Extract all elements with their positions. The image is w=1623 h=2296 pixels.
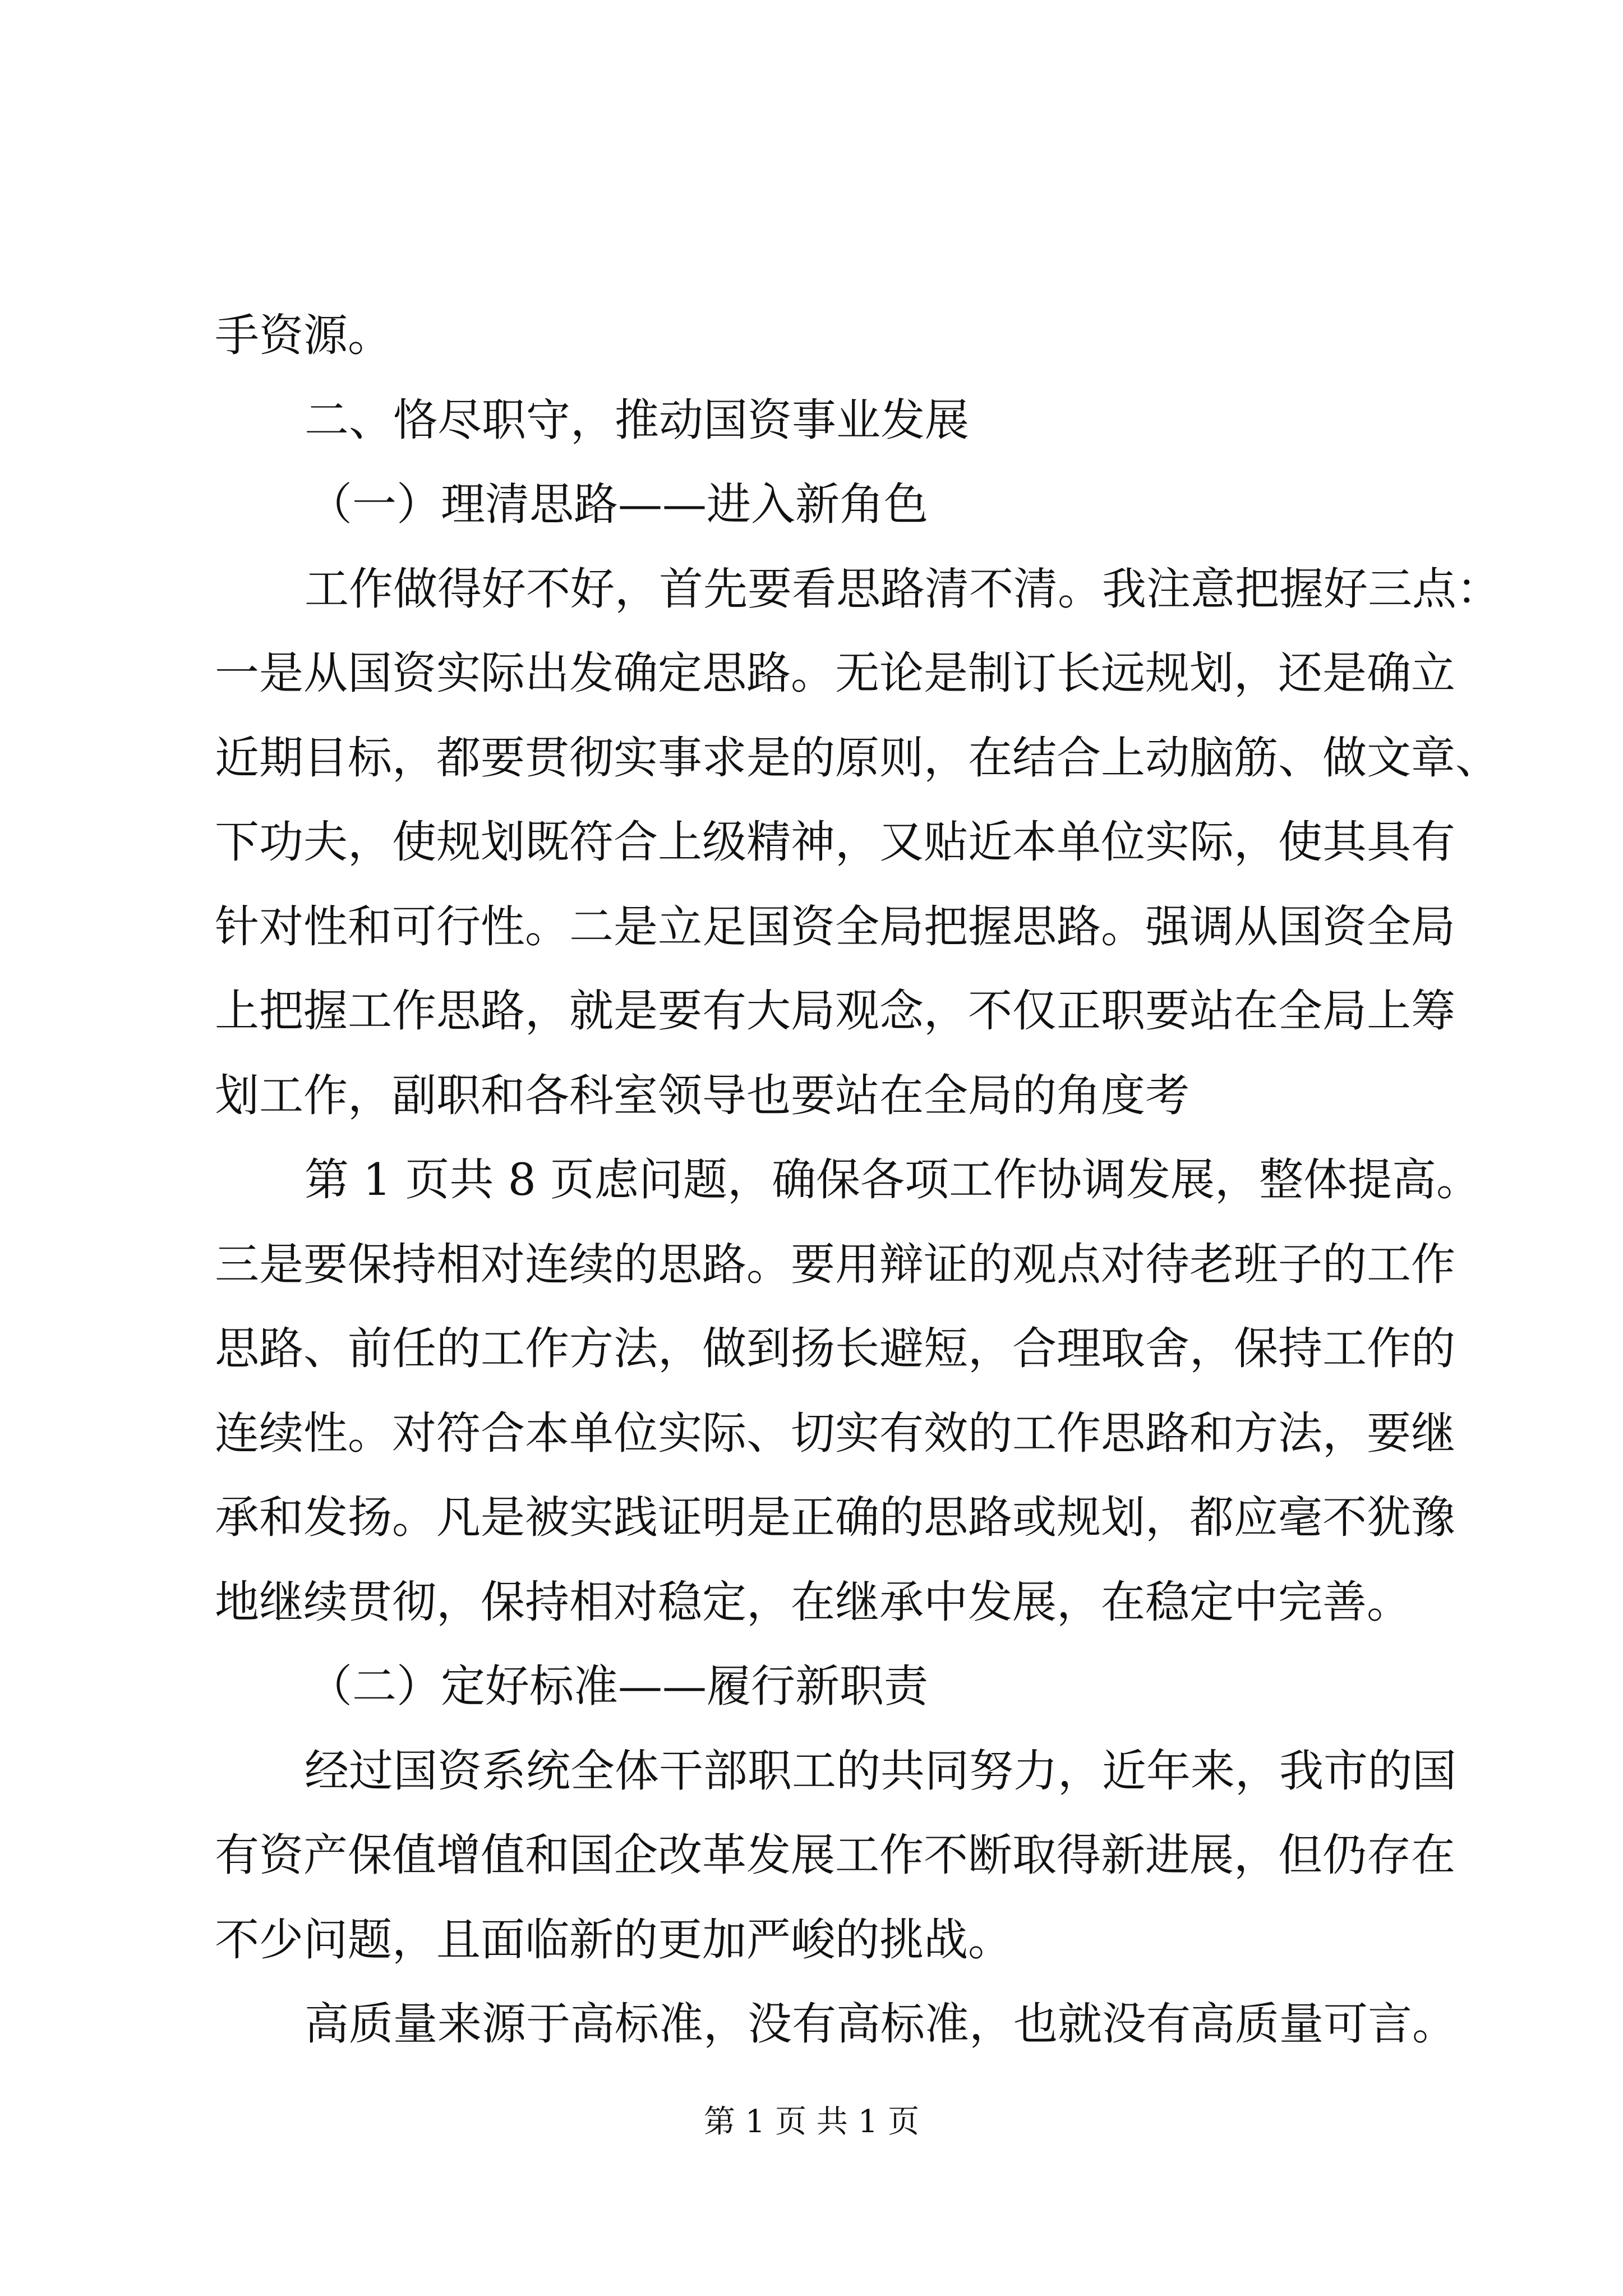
text-line: 手资源。 (215, 310, 392, 361)
paragraph-line: 上把握工作思路，就是要有大局观念，不仅正职要站在全局上筹 (215, 985, 1455, 1037)
paragraph-line: 针对性和可行性。二是立足国资全局把握思路。强调从国资全局 (215, 901, 1455, 953)
paragraph-line: 三是要保持相对连续的思路。要用辩证的观点对待老班子的工作 (215, 1239, 1455, 1290)
page-footer: 第 1 页 共 1 页 (703, 2104, 920, 2140)
section-heading: 二、恪尽职守，推动国资事业发展 (305, 394, 969, 446)
paragraph-line: 地继续贯彻，保持相对稳定，在继承中发展，在稳定中完善。 (215, 1576, 1411, 1628)
paragraph-line: 工作做得好不好，首先要看思路清不清。我注意把握好三点： (305, 563, 1501, 615)
subsection-heading: （二）定好标准——履行新职责 (308, 1660, 928, 1712)
paragraph-line: 连续性。对符合本单位实际、切实有效的工作思路和方法，要继 (215, 1407, 1455, 1459)
paragraph-line: 一是从国资实际出发确定思路。无论是制订长远规划，还是确立 (215, 647, 1455, 699)
subsection-heading: （一）理清思路——进入新角色 (308, 478, 928, 530)
paragraph-line: 承和发扬。凡是被实践证明是正确的思路或规划，都应毫不犹豫 (215, 1492, 1455, 1543)
paragraph-line: 有资产保值增值和国企改革发展工作不断取得新进展，但仍存在 (215, 1829, 1455, 1881)
paragraph-line: 下功夫，使规划既符合上级精神，又贴近本单位实际，使其具有 (215, 816, 1455, 868)
paragraph-line: 近期目标，都要贯彻实事求是的原则，在结合上动脑筋、做文章、 (215, 732, 1500, 784)
paragraph-line: 经过国资系统全体干部职工的共同努力，近年来，我市的国 (305, 1745, 1456, 1797)
paragraph-line: 划工作，副职和各科室领导也要站在全局的角度考 (215, 1070, 1189, 1121)
paragraph-line: 第 1 页共 8 页虑问题，确保各项工作协调发展，整体提高。 (305, 1154, 1481, 1205)
paragraph-line: 高质量来源于高标准，没有高标准，也就没有高质量可言。 (305, 1998, 1456, 2050)
paragraph-line: 不少问题，且面临新的更加严峻的挑战。 (215, 1914, 1012, 1966)
paragraph-line: 思路、前任的工作方法，做到扬长避短，合理取舍，保持工作的 (215, 1323, 1455, 1374)
